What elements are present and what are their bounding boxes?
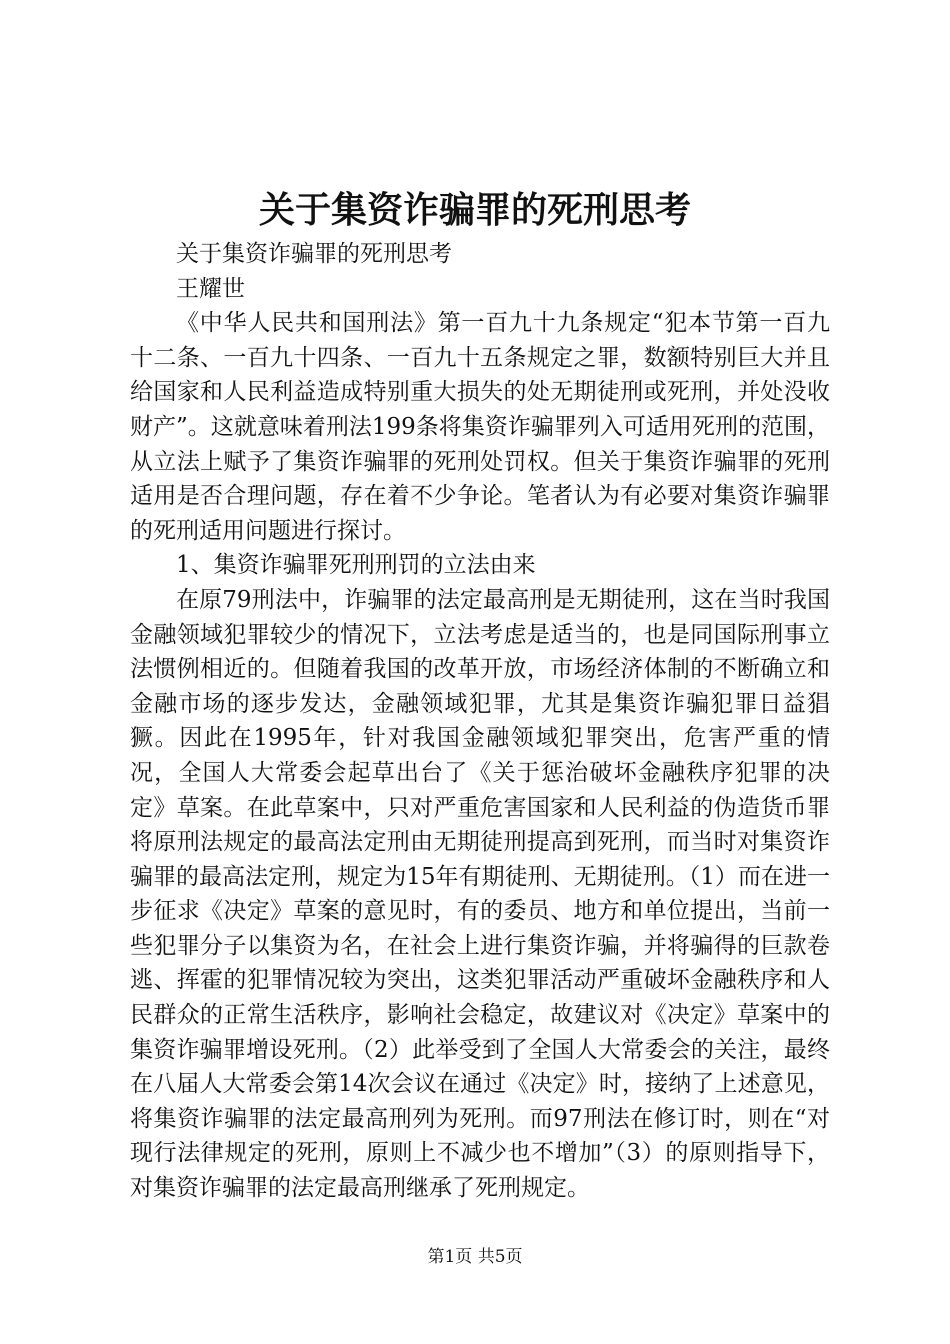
document-title: 关于集资诈骗罪的死刑思考 bbox=[258, 189, 691, 231]
history-paragraph: 在原79刑法中，诈骗罪的法定最高刑是无期徒刑，这在当时我国金融领域犯罪较少的情况下，立法考虑是适当的，也是同国际刑事立法惯例相近的。但随着我国的改革开放，市场经济体制的不断确立和金融市场的逐步发达，金融领域犯罪，尤其是集资诈骗犯罪日益猖獗。因此在1995年，针对我国金融领域犯罪突出，危害严重的情况，全国人大常委会起草出台了《关于惩治破坏金融秩序犯罪的决定》草案。在此草案中，只对严重危害国家和人民利益的伪造货币罪将原刑法规定的最高法定刑由无期徒刑提高到死刑，而当时对集资诈骗罪的最高法定刑，规定为15年有期徒刑、无期徒刑。（1）而在进一步征求《决定》草案的意见时，有的委员、地方和单位提出，当前一些犯罪分子以集资为名，在社会上进行集资诈骗，并将骗得的巨款卷逃、挥霍的犯罪情况较为突出，这类犯罪活动严重破坏金融秩序和人民群众的正常生活秩序，影响社会稳定，故建议对《决定》草案中的集资诈骗罪增设死刑。（2）此举受到了全国人大常委会的关注，最终在八届人大常委会第14次会议在通过《决定》时，接纳了上述意见，将集资诈骗罪的法定最高刑列为死刑。而97刑法在修订时，则在“对现行法律规定的死刑，原则上不减少也不增加”（3）的原则指导下，对集资诈骗罪的法定最高刑继承了死刑规定。 bbox=[130, 586, 830, 1202]
author-paragraph: 王耀世 bbox=[176, 275, 245, 302]
page-footer: 第1页 共5页 bbox=[427, 1247, 523, 1267]
document-body bbox=[130, 237, 830, 1206]
intro-paragraph: 《中华人民共和国刑法》第一百九十九条规定“犯本节第一百九十二条、一百九十四条、一百九十五条规定之罪，数额特别巨大并且给国家和人民利益造成特别重大损失的处无期徒刑或死刑，并处没收财产”。这就意味着刑法199条将集资诈骗罪列入可适用死刑的范围，从立法上赋予了集资诈骗罪的死刑处罚权。但关于集资诈骗罪的死刑适用是否合理问题，存在着不少争论。笔者认为有必要对集资诈骗罪的死刑适用问题进行探讨。 bbox=[130, 310, 830, 544]
subtitle-paragraph: 关于集资诈骗罪的死刑思考 bbox=[176, 241, 452, 267]
section-heading: 1、集资诈骗罪死刑刑罚的立法由来 bbox=[176, 552, 536, 579]
